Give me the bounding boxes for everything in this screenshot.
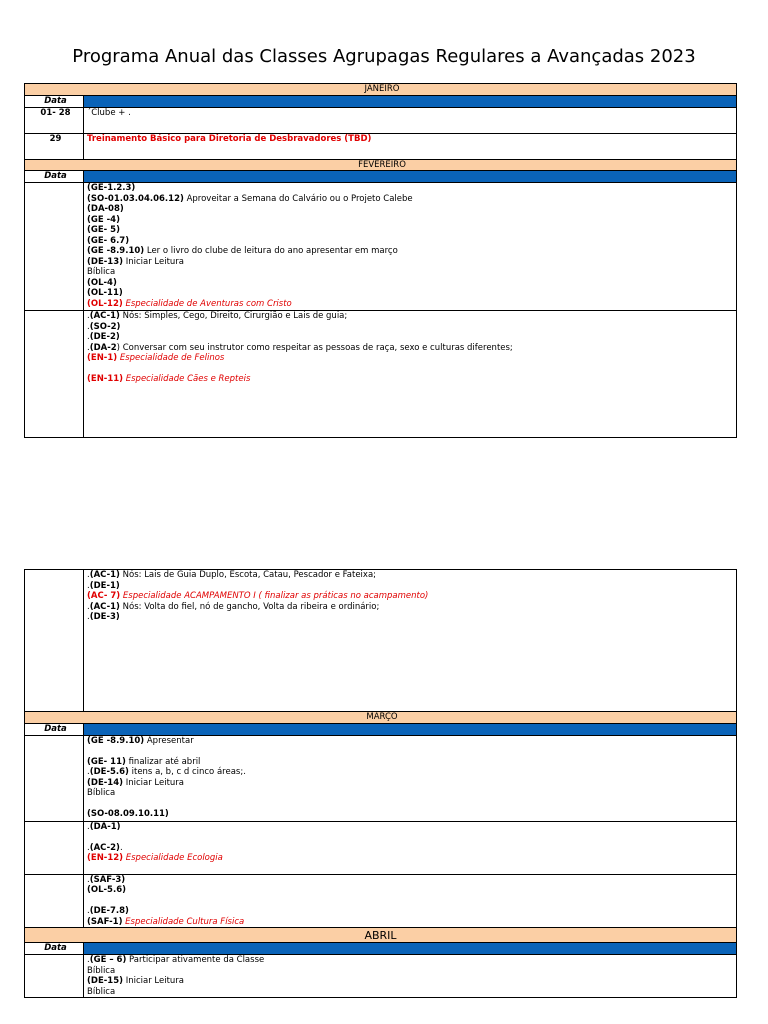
bullet-dot: .: [87, 906, 90, 916]
requirement-code: (DE-2): [89, 332, 120, 342]
specialty-text: Especialidade ACAMPAMENTO I ( finalizar as práticas no acampamento): [120, 591, 429, 601]
date-cell: [25, 570, 84, 712]
requirement-code: (GE- 11): [87, 756, 126, 767]
requirement-code: (SO-01.03.04.06.12): [87, 193, 184, 204]
activity-cell: [84, 570, 737, 712]
month-header-fevereiro: FEVEREIRO: [25, 159, 737, 171]
specialty-text: Especialidade de Felinos: [117, 353, 225, 363]
specialty-text: Especialidade Ecologia: [123, 853, 223, 863]
requirement-code: (DE-15): [87, 976, 123, 986]
activity-cell: [84, 821, 737, 874]
activity-cell: [84, 133, 737, 159]
requirement-text: Bíblica: [87, 788, 116, 798]
activity-text: Treinamento Básico para Diretoria de Desbravadores (TBD): [87, 133, 372, 144]
blue-band: [84, 95, 737, 107]
requirement-code: (AC-2): [89, 842, 120, 853]
bullet-dot: .: [87, 332, 90, 342]
requirement-code: (GE -8.9.10): [87, 735, 145, 746]
requirement-text: .: [119, 842, 123, 853]
requirement-code: (OL-11): [87, 288, 123, 298]
requirement-text: Participar ativamente da Classe: [126, 955, 265, 965]
requirement-code: (DE-7.8): [89, 906, 129, 916]
blue-band: [84, 171, 737, 183]
requirement-text: Bíblica: [87, 267, 116, 277]
page-title: Programa Anual das Classes Agrupagas Regulares a Avançadas 2023: [72, 46, 696, 67]
date-column-header: Data: [25, 943, 84, 955]
requirement-code: (OL-5.6): [87, 885, 126, 895]
blue-band: [84, 723, 737, 735]
requirement-code: (GE – 6): [89, 955, 127, 965]
requirement-text: Ler o livro do clube de leitura do ano apresentar em março: [144, 246, 398, 256]
requirement-code: (GE- 6.7): [87, 235, 130, 246]
requirement-code: (DE-3): [89, 612, 120, 622]
requirement-code: (SAF-3): [89, 874, 126, 885]
bullet-dot: .: [87, 321, 90, 332]
bullet-dot: .: [87, 874, 90, 885]
requirement-text: Bíblica: [87, 986, 116, 997]
requirement-code: (SO-08.09.10.11): [87, 809, 169, 819]
requirement-code: (AC-1): [89, 311, 120, 321]
requirement-code: (GE -8.9.10): [87, 246, 145, 256]
date-column-header: Data: [25, 723, 84, 735]
activity-cell: [84, 183, 737, 311]
activity-cell: [84, 874, 737, 928]
month-header-janeiro: JANEIRO: [25, 84, 737, 96]
requirement-code: (GE -4): [87, 214, 120, 225]
date-column-header: Data: [25, 95, 84, 107]
requirement-code: (EN-1): [87, 353, 118, 363]
bullet-dot: .: [87, 570, 90, 580]
requirement-code: (DE-5.6): [89, 767, 129, 777]
month-header-marco: MARÇO: [25, 712, 737, 724]
requirement-text: Nós: Simples, Cego, Direito, Cirurgião e Lais de guia;: [119, 311, 348, 321]
requirement-code: (DA-1): [89, 821, 121, 832]
requirement-code: (AC-1): [89, 570, 120, 580]
requirement-text: finalizar até abril: [125, 756, 201, 767]
bullet-dot: .: [87, 612, 90, 622]
activity-cell: [84, 735, 737, 821]
activity-cell: [84, 955, 737, 998]
requirement-text: Bíblica: [87, 965, 116, 976]
bullet-dot: .: [87, 601, 90, 612]
requirement-code: (SO-2): [89, 321, 121, 332]
requirement-text: ) Conversar com seu instrutor como respeitar as pessoas de raça, sexo e culturas diferentes;: [116, 342, 513, 353]
bullet-dot: .: [87, 342, 90, 353]
date-cell: [25, 821, 84, 874]
specialty-text: Especialidade de Aventuras com Cristo: [122, 298, 292, 309]
requirement-code: (AC- 7): [87, 591, 121, 601]
bullet-dot: .: [87, 842, 90, 853]
specialty-text: Especialidade Cultura Física: [122, 916, 245, 927]
date-cell: [25, 874, 84, 928]
bullet-dot: .: [87, 955, 90, 965]
requirement-text: Iniciar Leitura: [123, 777, 184, 788]
date-cell: [25, 955, 84, 998]
schedule-table-1: [24, 83, 737, 438]
requirement-code: (GE- 5): [87, 225, 120, 235]
date-cell: [25, 735, 84, 821]
bullet-dot: .: [87, 311, 90, 321]
activity-cell: [84, 311, 737, 438]
requirement-code: (DE-14): [87, 777, 123, 788]
requirement-text: Iniciar Leitura: [123, 256, 184, 267]
requirement-code: (OL-4): [87, 277, 117, 288]
requirement-code: (EN-11): [87, 374, 124, 384]
requirement-code: (DE-13): [87, 256, 123, 267]
requirement-code: (OL-12): [87, 298, 123, 309]
date-cell: [25, 311, 84, 438]
bullet-dot: .: [87, 821, 90, 832]
requirement-code: (EN-12): [87, 853, 124, 863]
requirement-text: itens a, b, c d cinco áreas;.: [128, 767, 246, 777]
requirement-text: Apresentar: [144, 735, 194, 746]
specialty-text: Especialidade Cães e Repteis: [123, 374, 251, 384]
date-cell: 01- 28: [25, 107, 84, 133]
requirement-code: (DA-08): [87, 204, 124, 214]
activity-cell: [84, 107, 737, 133]
schedule-table-2: [24, 569, 737, 998]
requirement-code: (DE-1): [89, 580, 120, 591]
requirement-text: Aproveitar a Semana do Calvário ou o Projeto Calebe: [183, 193, 413, 204]
requirement-text: Iniciar Leitura: [123, 976, 184, 986]
month-header-abril: ABRIL: [25, 928, 737, 943]
bullet-dot: .: [87, 767, 90, 777]
requirement-text: Nós: Volta do fiel, nó de gancho, Volta da ribeira e ordinário;: [119, 601, 380, 612]
date-cell: 29: [25, 133, 84, 159]
requirement-text: Nós: Lais de Guia Duplo, Escota, Catau, Pescador e Fateixa;: [119, 570, 377, 580]
requirement-code: (GE-1.2.3): [87, 183, 136, 193]
requirement-code: (DA-2: [89, 342, 117, 353]
blue-band: [84, 943, 737, 955]
requirement-code: (AC-1): [89, 601, 120, 612]
date-column-header: Data: [25, 171, 84, 183]
bullet-dot: .: [87, 580, 90, 591]
date-cell: [25, 183, 84, 311]
activity-text: ´Clube + .: [87, 107, 131, 118]
requirement-code: (SAF-1): [87, 916, 123, 927]
